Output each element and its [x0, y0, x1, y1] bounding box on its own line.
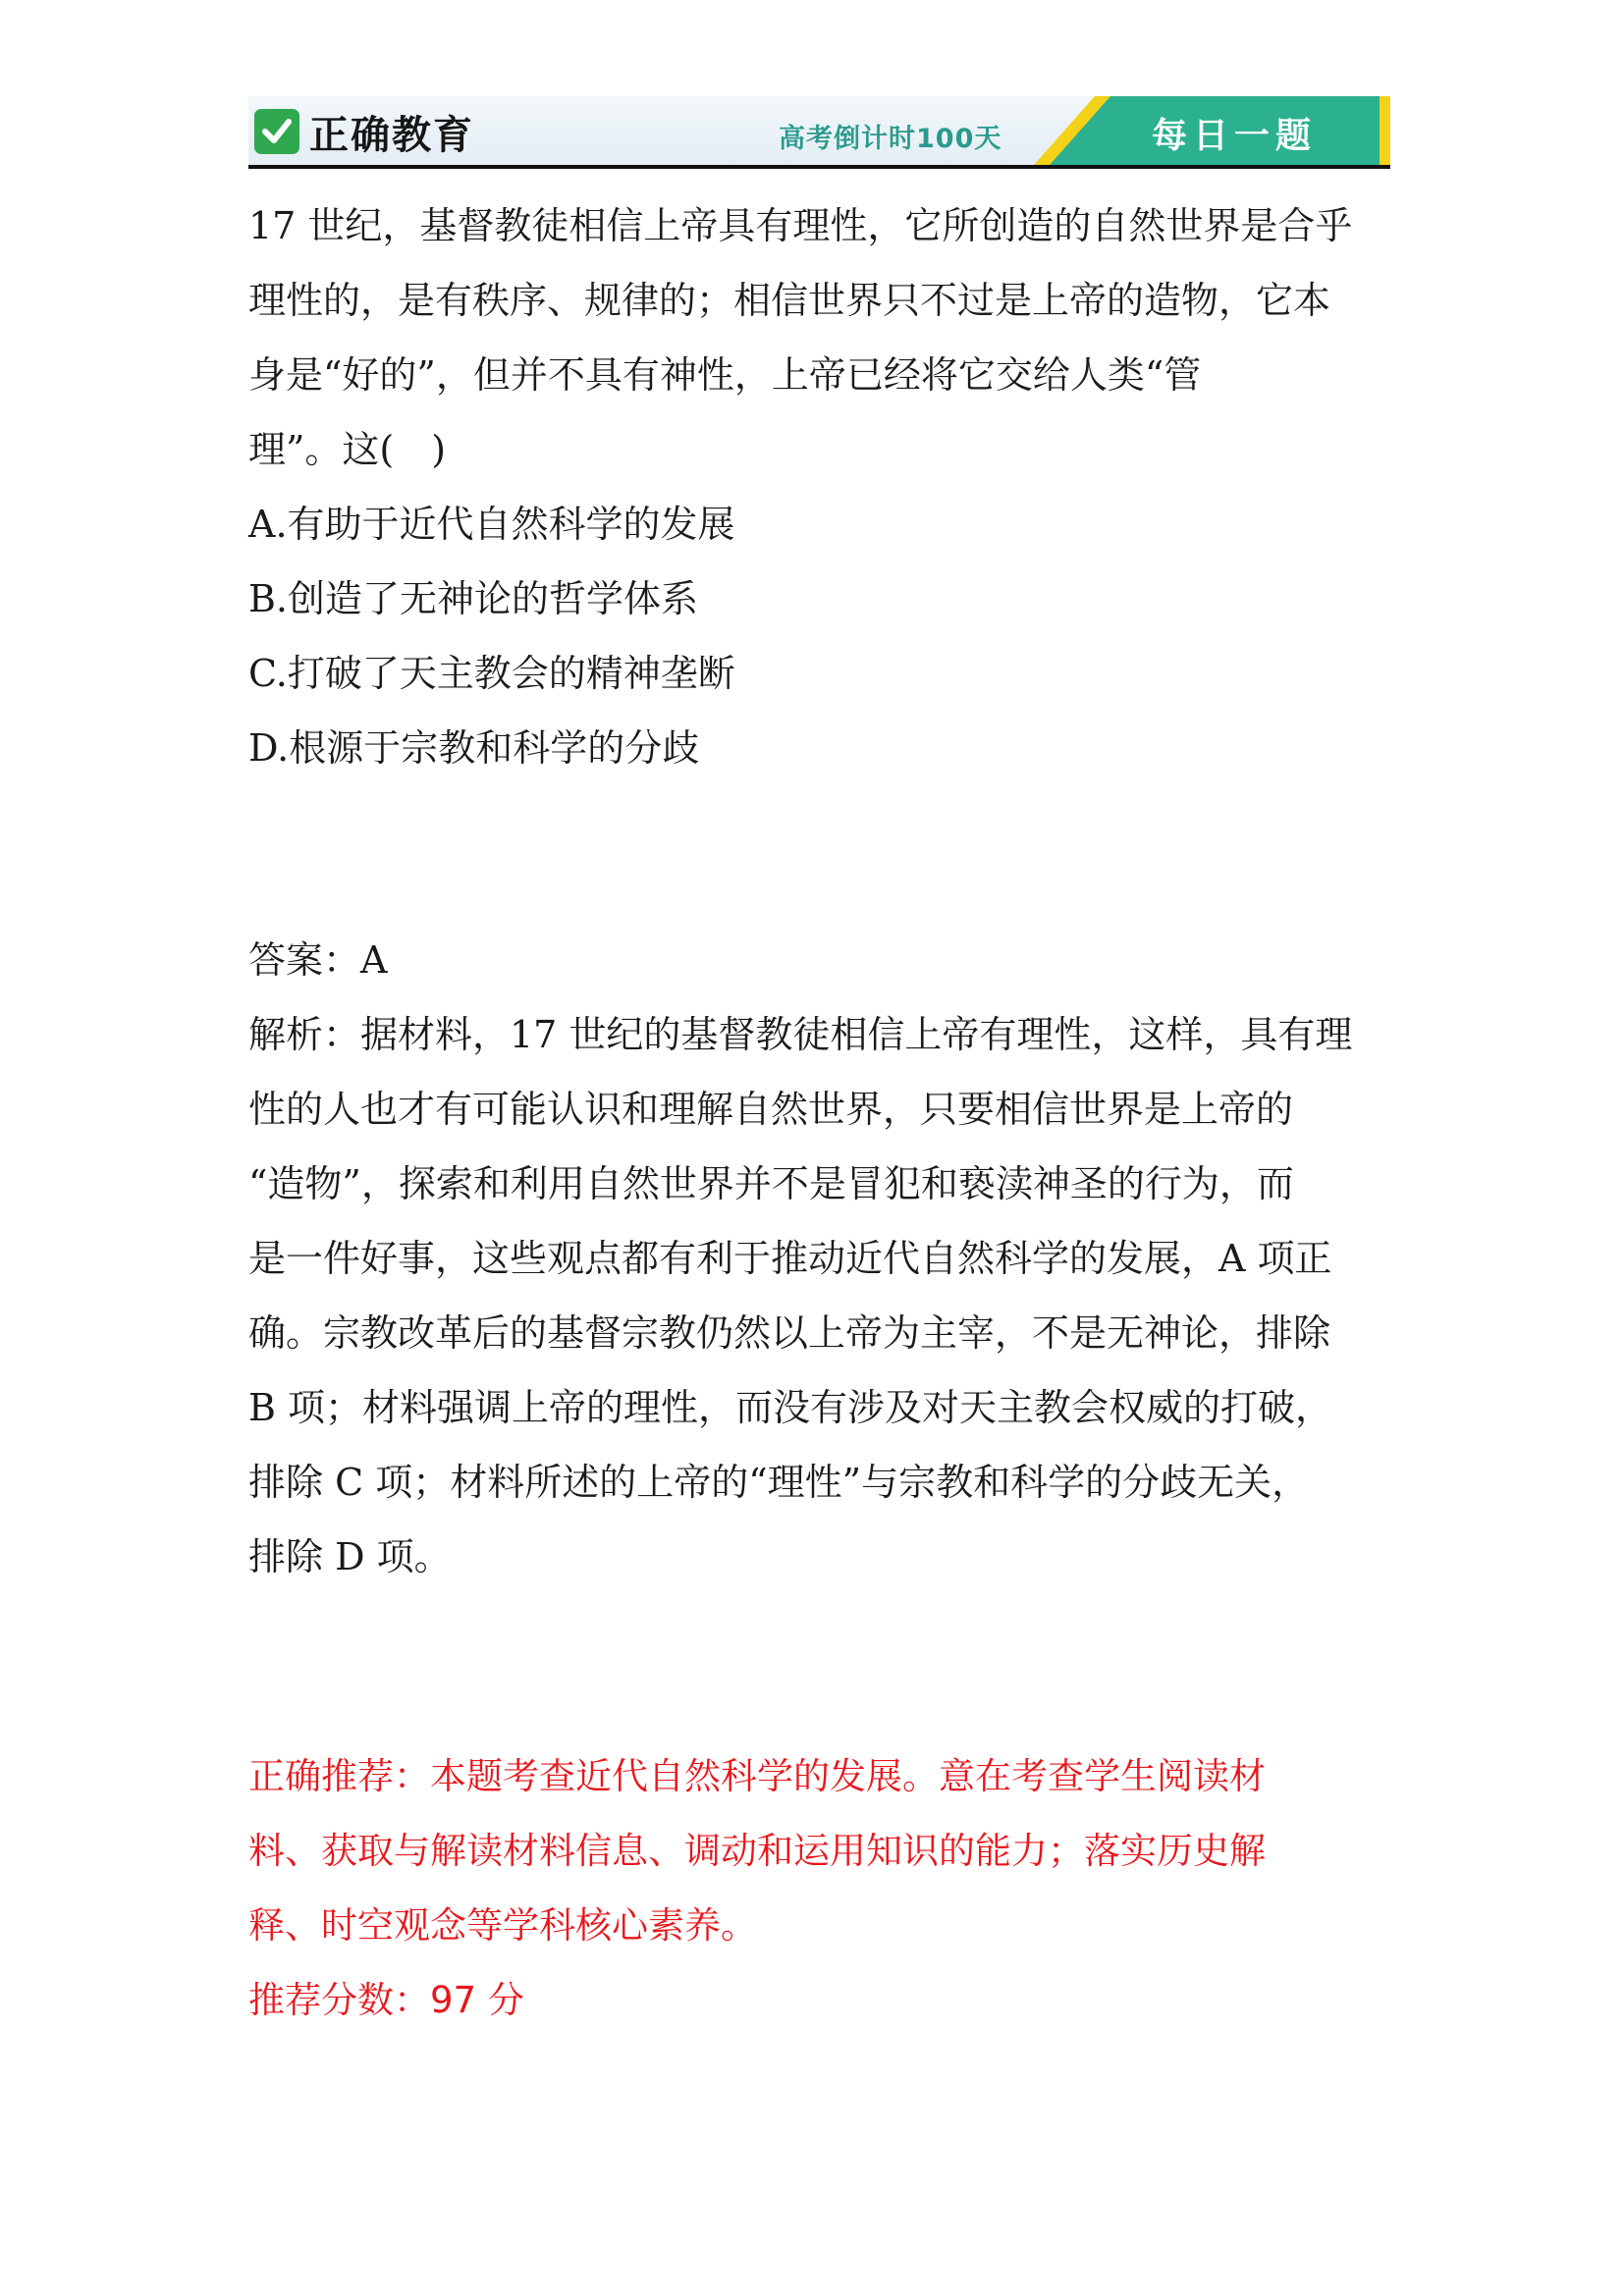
analysis-line: 确。宗教改革后的基督宗教仍然以上帝为主宰，不是无神论，排除 — [248, 1311, 1331, 1355]
question-line: 理”。这( ) — [248, 428, 447, 471]
answer-text: 答案：A — [248, 938, 388, 982]
analysis-line: 解析：据材料，17 世纪的基督教徒相信上帝有理性，这样，具有理 — [248, 1013, 1353, 1056]
analysis-line: B 项；材料强调上帝的理性，而没有涉及对天主教会权威的打破， — [248, 1386, 1333, 1429]
brand-logo — [254, 106, 474, 157]
header-divider — [248, 165, 1390, 169]
recommend-line: 释、时空观念等学科核心素养。 — [248, 1904, 757, 1947]
countdown-text: 高考倒计时100天 — [779, 124, 1002, 154]
recommend-score: 推荐分数：97 分 — [248, 1979, 524, 2021]
recommend-line: 正确推荐：本题考查近代自然科学的发展。意在考查学生阅读材 — [248, 1755, 1266, 1797]
daily-question-label: 每日一题 — [1152, 116, 1318, 156]
checkmark-icon — [254, 109, 299, 154]
analysis-line: 是一件好事，这些观点都有利于推动近代自然科学的发展，A 项正 — [248, 1237, 1332, 1280]
analysis-line: 性的人也才有可能认识和理解自然世界，只要相信世界是上帝的 — [248, 1088, 1294, 1131]
question-line: 17 世纪，基督教徒相信上帝具有理性，它所创造的自然世界是合乎 — [248, 204, 1353, 247]
option-b: B.创造了无神论的哲学体系 — [248, 577, 699, 620]
question-line: 身是“好的”，但并不具有神性，上帝已经将它交给人类“管 — [248, 353, 1202, 397]
analysis-line: 排除 C 项；材料所述的上帝的“理性”与宗教和科学的分歧无关， — [248, 1461, 1310, 1504]
option-d: D.根源于宗教和科学的分歧 — [248, 726, 700, 770]
option-a: A.有助于近代自然科学的发展 — [248, 503, 735, 546]
analysis-line: 排除 D 项。 — [248, 1535, 452, 1578]
header-banner — [248, 96, 1390, 171]
option-c: C.打破了天主教会的精神垄断 — [248, 652, 735, 695]
question-line: 理性的，是有秩序、规律的；相信世界只不过是上帝的造物，它本 — [248, 279, 1331, 322]
brand-name: 正确教育 — [309, 112, 474, 158]
analysis-line: “造物”，探索和利用自然世界并不是冒犯和亵渎神圣的行为，而 — [248, 1162, 1294, 1205]
recommend-line: 料、获取与解读材料信息、调动和运用知识的能力；落实历史解 — [248, 1830, 1266, 1872]
